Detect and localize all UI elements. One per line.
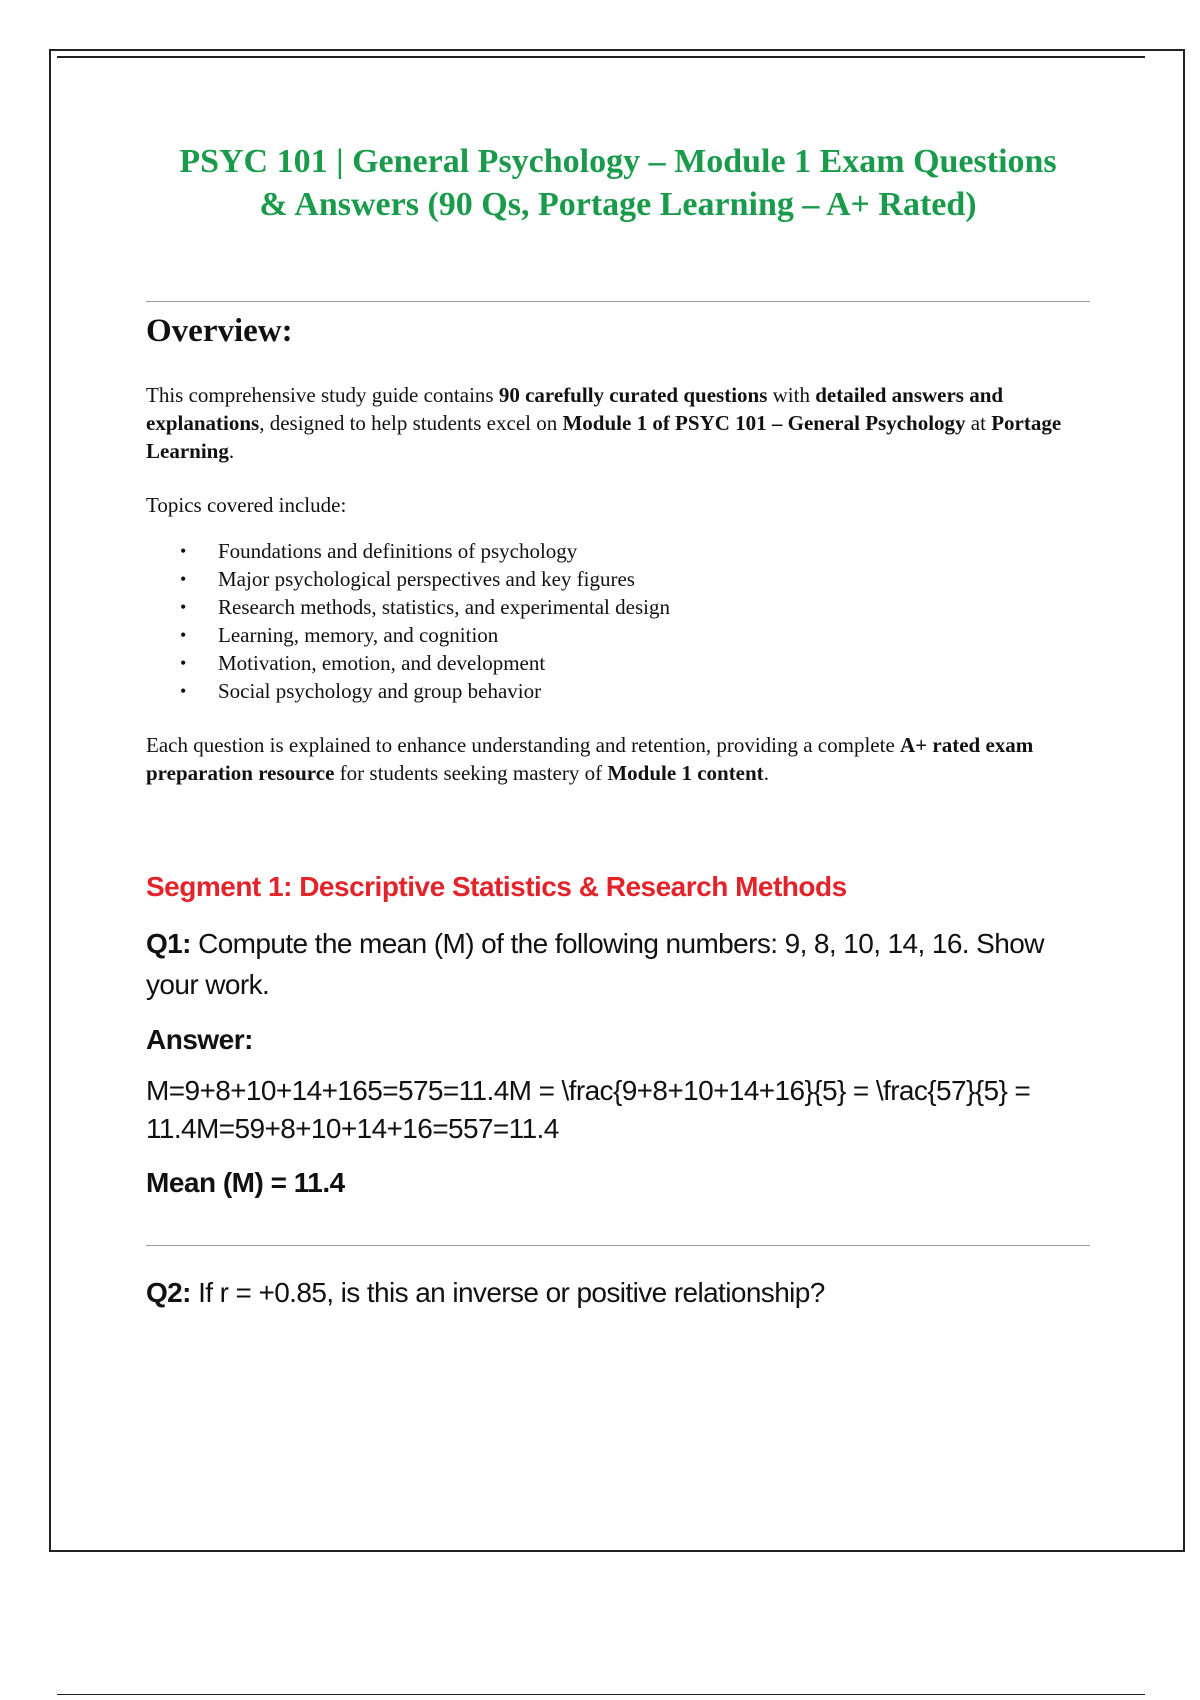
bullet-icon: • [180,569,187,589]
topic-text: Foundations and definitions of psychology [218,539,578,563]
summary-run: for students seeking mastery of [334,761,608,785]
list-item [180,621,1090,649]
summary-run: Each question is explained to enhance understanding and retention, providing a complete [146,733,901,757]
question-2 [146,1272,1090,1313]
topic-text: Social psychology and group behavior [218,679,542,703]
document-title [146,140,1090,226]
bullet-icon: • [180,681,187,701]
question-label: Q1: [146,928,191,959]
topic-text: Motivation, emotion, and development [218,651,546,675]
summary-run: A+ rated exam preparation resource [146,733,1034,785]
list-item [180,649,1090,677]
title-line-2: & Answers (90 Qs, Portage Learning – A+ Rated) [259,186,977,223]
overview-heading: Overview: [146,313,293,349]
list-item [180,565,1090,593]
bullet-icon: • [180,597,187,617]
intro-run: Module 1 of PSYC 101 – General Psychology [562,411,966,435]
topics-label: Topics covered include: [146,493,347,517]
intro-run: This comprehensive study guide contains [146,383,499,407]
question-text: If r = +0.85, is this an inverse or positive relationship? [190,1277,825,1308]
intro-run: 90 carefully curated questions [498,383,768,407]
topic-text: Learning, memory, and cognition [218,623,499,647]
answer-result: Mean (M) = 11.4 [146,1167,345,1198]
bullet-icon: • [180,541,187,561]
intro-run: detailed answers and explanations [146,383,1004,435]
title-line-1: PSYC 101 | General Psychology – Module 1 Exam Questions [179,143,1057,180]
topic-text: Research methods, statistics, and experimental design [218,595,670,619]
intro-run: with [767,383,816,407]
bullet-icon: • [180,653,187,673]
question-text: Compute the mean (M) of the following numbers: 9, 8, 10, 14, 16. Show your work. [146,928,1044,1000]
intro-run: . [228,439,235,463]
list-item [180,677,1090,705]
topic-text: Major psychological perspectives and key figures [218,567,635,591]
list-item [180,593,1090,621]
summary-paragraph [146,731,1090,787]
list-item [180,537,1090,565]
page-content [146,140,1090,1313]
divider [146,301,1090,302]
answer-label: Answer: [146,1024,253,1055]
divider [146,1245,1090,1246]
topics-list [146,537,1090,705]
segment-title: Segment 1: Descriptive Statistics & Research Methods [146,871,847,902]
intro-run: , designed to help students excel on [259,411,563,435]
intro-run: Portage Learning [146,411,1062,463]
bottom-rule [57,1694,1145,1695]
summary-run: Module 1 content [607,761,764,785]
top-rule [57,56,1145,58]
question-label: Q2: [146,1277,191,1308]
summary-run: . [763,761,769,785]
answer-formula: M=9+8+10+14+165=575=11.4M = \frac{9+8+10+14+16}{5} = \frac{57}{5} = 11.4M=59+8+10+14+16=557=11.4 [146,1075,1031,1144]
question-1 [146,923,1090,1005]
intro-paragraph [146,381,1090,465]
bullet-icon: • [180,625,187,645]
intro-run: at [965,411,992,435]
